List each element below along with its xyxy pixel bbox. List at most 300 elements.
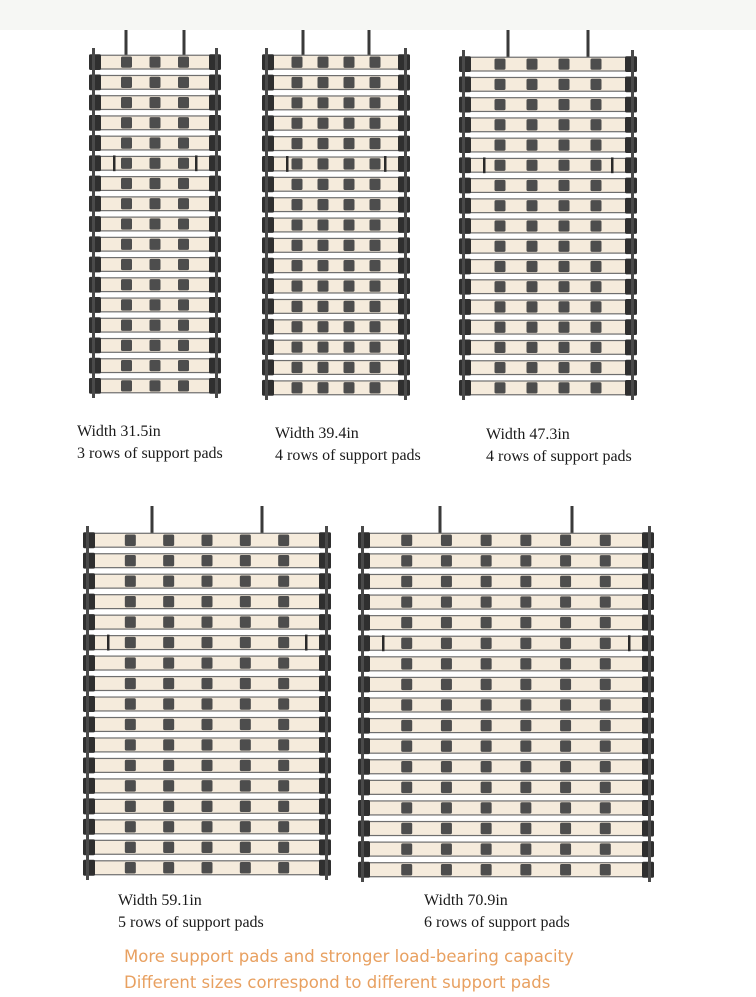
slat [269, 116, 403, 130]
support-pad [527, 281, 538, 292]
hanger-hook [183, 30, 186, 58]
support-pad [178, 360, 189, 371]
support-pad [163, 678, 174, 689]
support-pad [344, 362, 355, 373]
side-rail [215, 48, 218, 398]
support-pad [292, 321, 303, 332]
support-pad [202, 616, 213, 627]
support-pad [278, 657, 289, 668]
support-pad [278, 780, 289, 791]
support-pad [150, 340, 161, 351]
support-pad [495, 200, 506, 211]
support-pad [481, 761, 492, 772]
slat [269, 238, 403, 252]
slat-diagram-svg [261, 30, 411, 400]
support-pad [125, 719, 136, 730]
support-pad [121, 158, 132, 169]
support-pad [370, 199, 381, 210]
support-pad [481, 617, 492, 628]
support-pad [292, 362, 303, 373]
hanger-hook [261, 506, 264, 536]
support-pad [292, 118, 303, 129]
support-pad [600, 782, 611, 793]
strap-marker [611, 157, 614, 173]
slat [269, 218, 403, 232]
support-pad [441, 637, 452, 648]
support-pad [560, 617, 571, 628]
support-pad [121, 380, 132, 391]
support-pad [370, 341, 381, 352]
support-pad [125, 657, 136, 668]
support-pad [560, 555, 571, 566]
support-pad [278, 575, 289, 586]
support-pad [527, 160, 538, 171]
support-pad [202, 760, 213, 771]
support-pad [559, 342, 570, 353]
side-rail [631, 50, 634, 400]
support-pad [370, 280, 381, 291]
support-pad [240, 821, 251, 832]
support-pad [527, 180, 538, 191]
strap-marker [384, 156, 387, 172]
support-pad [600, 658, 611, 669]
slat [466, 158, 630, 172]
support-pad [559, 362, 570, 373]
caption-rows: 5 rows of support pads [118, 914, 264, 931]
support-pad [527, 200, 538, 211]
strap-marker [113, 155, 116, 171]
support-pad [441, 576, 452, 587]
support-pad [292, 341, 303, 352]
slat [466, 138, 630, 152]
support-pad [600, 761, 611, 772]
support-pad [441, 761, 452, 772]
support-pad [520, 679, 531, 690]
support-pad [527, 322, 538, 333]
support-pad [401, 555, 412, 566]
support-pad [560, 720, 571, 731]
support-pad [163, 698, 174, 709]
support-pad [121, 320, 132, 331]
slat [466, 381, 630, 395]
support-pad [240, 678, 251, 689]
support-pad [292, 301, 303, 312]
support-pad [495, 281, 506, 292]
support-pad [292, 57, 303, 68]
support-pad [591, 99, 602, 110]
support-pad [591, 139, 602, 150]
support-pad [344, 280, 355, 291]
support-pad [495, 261, 506, 272]
support-pad [202, 555, 213, 566]
support-pad [318, 382, 329, 393]
support-pad [318, 280, 329, 291]
support-pad [481, 658, 492, 669]
support-pad [240, 780, 251, 791]
support-pad [441, 699, 452, 710]
support-pad [560, 740, 571, 751]
hanger-hook [507, 30, 510, 60]
support-pad [163, 862, 174, 873]
slat [269, 157, 403, 171]
support-pad [495, 119, 506, 130]
support-pad [559, 119, 570, 130]
hanger-hook [125, 30, 128, 58]
support-pad [344, 321, 355, 332]
support-pad [178, 279, 189, 290]
support-pad [125, 801, 136, 812]
side-rail [361, 526, 364, 882]
support-pad [240, 535, 251, 546]
support-pad [520, 864, 531, 875]
support-pad [150, 360, 161, 371]
side-rail [462, 50, 465, 400]
support-pad [278, 739, 289, 750]
support-pad [600, 699, 611, 710]
support-pad [240, 637, 251, 648]
support-pad [591, 200, 602, 211]
support-pad [278, 596, 289, 607]
slat [269, 137, 403, 151]
support-pad [121, 279, 132, 290]
strap-marker [305, 635, 308, 651]
support-pad [163, 780, 174, 791]
support-pad [292, 280, 303, 291]
slat [466, 320, 630, 334]
support-pad [441, 802, 452, 813]
support-pad [318, 179, 329, 190]
support-pad [591, 382, 602, 393]
support-pad [125, 616, 136, 627]
support-pad [600, 864, 611, 875]
support-pad [559, 99, 570, 110]
support-pad [600, 555, 611, 566]
support-pad [121, 117, 132, 128]
support-pad [240, 555, 251, 566]
support-pad [527, 241, 538, 252]
support-pad [121, 239, 132, 250]
support-pad [441, 596, 452, 607]
support-pad [163, 596, 174, 607]
support-pad [520, 761, 531, 772]
slat [466, 199, 630, 213]
support-pad [318, 77, 329, 88]
support-pad [344, 240, 355, 251]
support-pad [481, 555, 492, 566]
support-pad [559, 160, 570, 171]
support-pad [150, 117, 161, 128]
support-pad [600, 740, 611, 751]
support-pad [559, 58, 570, 69]
slat [466, 341, 630, 355]
support-pad [520, 720, 531, 731]
support-pad [240, 616, 251, 627]
support-pad [600, 843, 611, 854]
support-pad [370, 57, 381, 68]
support-pad [125, 698, 136, 709]
support-pad [121, 360, 132, 371]
support-pad [278, 760, 289, 771]
support-pad [600, 617, 611, 628]
support-pad [278, 862, 289, 873]
slat [466, 77, 630, 91]
strap-marker [483, 157, 486, 173]
support-pad [240, 698, 251, 709]
support-pad [560, 761, 571, 772]
support-pad [527, 342, 538, 353]
support-pad [495, 241, 506, 252]
support-pad [591, 241, 602, 252]
support-pad [125, 596, 136, 607]
support-pad [559, 79, 570, 90]
support-pad [370, 240, 381, 251]
support-pad [278, 535, 289, 546]
support-pad [150, 239, 161, 250]
support-pad [278, 801, 289, 812]
hanger-hook [571, 506, 574, 536]
hanger-hook [587, 30, 590, 60]
support-pad [344, 301, 355, 312]
support-pad [150, 198, 161, 209]
support-pad [441, 740, 452, 751]
support-pad [441, 617, 452, 628]
support-pad [600, 823, 611, 834]
support-pad [278, 719, 289, 730]
support-pad [559, 220, 570, 231]
support-pad [125, 678, 136, 689]
support-pad [370, 179, 381, 190]
support-pad [202, 678, 213, 689]
support-pad [527, 99, 538, 110]
support-pad [559, 301, 570, 312]
slat [269, 55, 403, 69]
support-pad [370, 97, 381, 108]
support-pad [495, 301, 506, 312]
support-pad [591, 362, 602, 373]
support-pad [150, 56, 161, 67]
support-pad [495, 180, 506, 191]
support-pad [178, 178, 189, 189]
support-pad [600, 637, 611, 648]
slat [269, 361, 403, 375]
support-pad [401, 823, 412, 834]
footer-line-1: More support pads and stronger load-bearing capacity [124, 947, 574, 966]
support-pad [401, 637, 412, 648]
support-pad [401, 535, 412, 546]
caption-width: Width 70.9in [424, 892, 508, 909]
support-pad [318, 138, 329, 149]
support-pad [178, 259, 189, 270]
support-pad [178, 218, 189, 229]
slat [269, 96, 403, 110]
support-pad [591, 322, 602, 333]
support-pad [318, 341, 329, 352]
support-pad [202, 657, 213, 668]
support-pad [591, 180, 602, 191]
support-pad [121, 56, 132, 67]
support-pad [292, 179, 303, 190]
side-rail [404, 48, 407, 400]
support-pad [401, 617, 412, 628]
support-pad [121, 218, 132, 229]
support-pad [527, 220, 538, 231]
support-pad [401, 699, 412, 710]
support-pad [150, 279, 161, 290]
support-pad [202, 719, 213, 730]
support-pad [559, 382, 570, 393]
support-pad [240, 657, 251, 668]
slat-diagram-39-4in [261, 30, 411, 400]
support-pad [318, 301, 329, 312]
support-pad [559, 322, 570, 333]
support-pad [560, 658, 571, 669]
support-pad [278, 842, 289, 853]
support-pad [202, 575, 213, 586]
support-pad [318, 260, 329, 271]
support-pad [344, 199, 355, 210]
support-pad [344, 219, 355, 230]
support-pad [240, 801, 251, 812]
support-pad [150, 259, 161, 270]
support-pad [178, 380, 189, 391]
support-pad [600, 535, 611, 546]
support-pad [278, 678, 289, 689]
support-pad [560, 679, 571, 690]
support-pad [240, 575, 251, 586]
side-rail [86, 526, 89, 880]
support-pad [401, 740, 412, 751]
support-pad [560, 535, 571, 546]
support-pad [163, 575, 174, 586]
support-pad [600, 596, 611, 607]
support-pad [202, 801, 213, 812]
support-pad [292, 97, 303, 108]
support-pad [292, 199, 303, 210]
support-pad [370, 219, 381, 230]
support-pad [202, 739, 213, 750]
support-pad [481, 843, 492, 854]
slat [269, 340, 403, 354]
support-pad [370, 118, 381, 129]
support-pad [481, 679, 492, 690]
support-pad [441, 782, 452, 793]
support-pad [318, 321, 329, 332]
support-pad [178, 137, 189, 148]
support-pad [240, 862, 251, 873]
support-pad [370, 158, 381, 169]
support-pad [527, 58, 538, 69]
support-pad [344, 382, 355, 393]
side-rail [648, 526, 651, 882]
support-pad [163, 555, 174, 566]
support-pad [202, 596, 213, 607]
support-pad [401, 802, 412, 813]
support-pad [278, 821, 289, 832]
support-pad [560, 637, 571, 648]
support-pad [591, 301, 602, 312]
support-pad [481, 864, 492, 875]
support-pad [202, 637, 213, 648]
support-pad [163, 801, 174, 812]
support-pad [370, 260, 381, 271]
support-pad [560, 782, 571, 793]
support-pad [401, 843, 412, 854]
support-pad [202, 780, 213, 791]
top-band [0, 0, 756, 30]
support-pad [121, 77, 132, 88]
support-pad [163, 821, 174, 832]
support-pad [150, 97, 161, 108]
caption-rows: 6 rows of support pads [424, 914, 570, 931]
slat [269, 259, 403, 273]
support-pad [163, 637, 174, 648]
hanger-hook [439, 506, 442, 536]
support-pad [202, 698, 213, 709]
support-pad [344, 138, 355, 149]
support-pad [318, 362, 329, 373]
support-pad [370, 362, 381, 373]
support-pad [292, 158, 303, 169]
caption-rows: 4 rows of support pads [275, 447, 421, 464]
support-pad [495, 342, 506, 353]
caption-59-1in [118, 890, 264, 934]
support-pad [318, 199, 329, 210]
caption-47-3in [486, 424, 632, 468]
support-pad [240, 842, 251, 853]
side-rail [92, 48, 95, 398]
support-pad [150, 158, 161, 169]
slat [269, 299, 403, 313]
slat [269, 320, 403, 334]
support-pad [178, 97, 189, 108]
support-pad [344, 57, 355, 68]
support-pad [125, 535, 136, 546]
slat [269, 198, 403, 212]
slat-diagram-70-9in [357, 506, 655, 882]
slat-diagram-svg [82, 506, 332, 880]
footer-note [124, 944, 574, 996]
support-pad [495, 99, 506, 110]
support-pad [240, 596, 251, 607]
support-pad [520, 823, 531, 834]
support-pad [150, 299, 161, 310]
support-pad [495, 322, 506, 333]
support-pad [401, 720, 412, 731]
footer-line-2: Different sizes correspond to different support pads [124, 973, 551, 992]
support-pad [527, 362, 538, 373]
support-pad [441, 535, 452, 546]
support-pad [150, 320, 161, 331]
support-pad [125, 555, 136, 566]
support-pad [370, 382, 381, 393]
slat-diagram-svg [458, 30, 638, 400]
support-pad [401, 782, 412, 793]
slat-diagram-31-5in [88, 30, 222, 398]
support-pad [318, 158, 329, 169]
strap-marker [628, 635, 631, 651]
slat-diagram-svg [88, 30, 222, 398]
support-pad [318, 97, 329, 108]
support-pad [121, 178, 132, 189]
support-pad [401, 761, 412, 772]
support-pad [344, 97, 355, 108]
support-pad [370, 138, 381, 149]
support-pad [520, 782, 531, 793]
support-pad [481, 782, 492, 793]
slat [269, 381, 403, 395]
support-pad [178, 198, 189, 209]
slat [466, 98, 630, 112]
